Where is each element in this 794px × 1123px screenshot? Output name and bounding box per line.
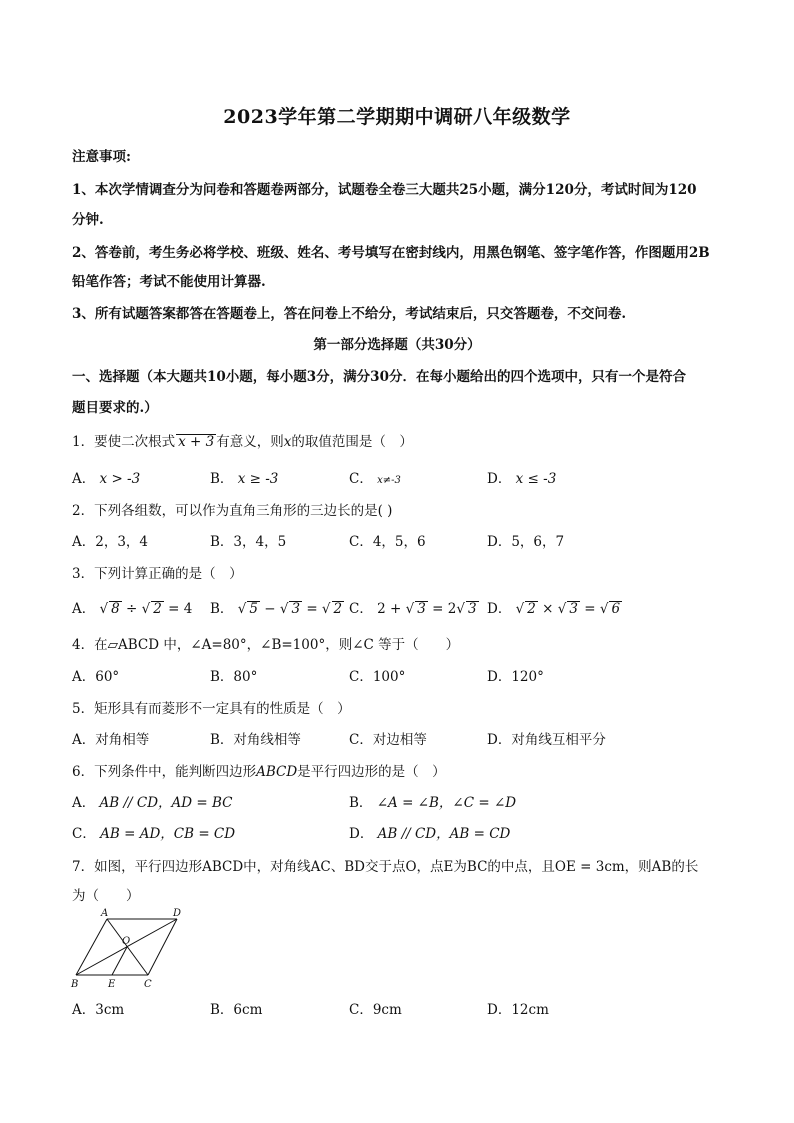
q1-option-c[interactable]	[349, 467, 401, 487]
question-5-stem: 5．矩形具有而菱形不一定具有的性质是（ ）	[72, 701, 351, 717]
notice-item-1-line-2: 分钟.	[72, 212, 104, 228]
notice-item-3: 3、所有试题答案都答在答题卷上，答在问卷上不给分，考试结束后，只交答题卷，不交问卷.	[72, 306, 627, 322]
label-e: E	[108, 979, 116, 990]
q6-d-label: D．	[349, 826, 374, 842]
q1-c-label: C．	[349, 471, 373, 487]
label-d: D	[173, 908, 182, 919]
question-6-stem	[72, 760, 446, 780]
q3-c-pre: 2 +	[377, 601, 402, 617]
q3-a-label: A．	[72, 601, 96, 617]
q5-option-a[interactable]: A．对角相等	[72, 732, 150, 748]
q4-option-d[interactable]: D．120°	[487, 669, 544, 685]
label-o: O	[122, 936, 131, 947]
q7-option-b[interactable]: B．6cm	[210, 1002, 263, 1018]
q5-option-d[interactable]: D．对角线互相平分	[487, 732, 606, 748]
instructions-line-2: 题目要求的.）	[72, 400, 158, 416]
q3-option-a[interactable]: A． √ 8 ÷ √ 2 = 4	[72, 601, 193, 617]
q1-radical	[176, 434, 216, 449]
instructions-line-1: 一、选择题（本大题共10小题，每小题3分，满分30分．在每小题给出的四个选项中，只有一个是符合	[72, 369, 686, 385]
q1-a-value: x > -3	[99, 471, 141, 487]
notice-item-2-line-1: 2、答卷前，考生务必将学校、班级、姓名、考号填写在密封线内，用黑色钢笔、签字笔作答，作图题用2B	[72, 245, 710, 261]
q3-c-radicand-1: 3	[417, 601, 426, 617]
q3-b-op: −	[264, 601, 276, 617]
question-7-stem-line-1: 7．如图，平行四边形ABCD中，对角线AC、BD交于点O，点E为BC的中点，且OE = 3cm，则AB的长	[72, 859, 699, 875]
q5-option-b[interactable]: B．对角线相等	[210, 732, 301, 748]
q3-d-eq: =	[584, 601, 596, 617]
q3-option-d[interactable]: D． √ 2 × √ 3 = √ 6	[487, 601, 621, 617]
q1-d-value: x ≤ -3	[515, 471, 557, 487]
notice-item-2-line-2: 铅笔作答；考试不能使用计算器.	[72, 274, 266, 290]
q2-option-a[interactable]: A．2，3，4	[72, 534, 149, 550]
q1-option-a[interactable]	[72, 467, 140, 487]
q1-var: x	[283, 434, 292, 450]
q3-a-radicand-1: 8	[111, 601, 120, 617]
q3-d-radicand-1: 2	[527, 601, 536, 617]
label-a: A	[101, 908, 109, 919]
q7-option-d[interactable]: D．12cm	[487, 1002, 549, 1018]
q3-option-c[interactable]: C． 2 + √ 3 = 2√ 3	[349, 601, 477, 617]
q6-option-d[interactable]	[349, 822, 510, 842]
label-c: C	[144, 979, 152, 990]
q3-b-radicand-2: 3	[291, 601, 301, 617]
question-4-stem: 4．在▱ABCD 中，∠A=80°，∠B=100°，则∠C 等于（ ）	[72, 637, 460, 653]
q1-c-value: x≠-3	[377, 475, 401, 486]
q6-option-a[interactable]	[72, 791, 233, 811]
q1-a-label: A．	[72, 471, 96, 487]
q6-a-label: A．	[72, 795, 96, 811]
q1-option-b[interactable]	[210, 467, 278, 487]
q1-b-label: B．	[210, 471, 234, 487]
q1-radicand: x + 3	[178, 434, 215, 450]
notice-item-1-line-1: 1、本次学情调查分为问卷和答题卷两部分，试题卷全卷三大题共25小题，满分120分，考试时间为120	[72, 182, 697, 198]
q6-b-label: B．	[349, 795, 373, 811]
q3-option-b[interactable]: B． √ 5 − √ 3 = √ 2	[210, 601, 343, 617]
q3-b-radicand-1: 5	[249, 601, 258, 617]
question-7-stem-line-2: 为（ ）	[72, 888, 140, 904]
q3-a-radicand-2: 2	[153, 601, 162, 617]
q2-option-d[interactable]: D．5，6，7	[487, 534, 565, 550]
q4-option-a[interactable]: A．60°	[72, 669, 120, 685]
q3-a-result: = 4	[168, 601, 193, 617]
q6-stem-post: 是平行四边形的是（ ）	[297, 764, 446, 780]
q2-option-b[interactable]: B．3，4，5	[210, 534, 287, 550]
q1-d-label: D．	[487, 471, 512, 487]
q6-b-value: ∠A = ∠B，∠C = ∠D	[376, 795, 517, 811]
q6-option-c[interactable]	[72, 822, 235, 842]
question-1-stem	[72, 430, 413, 450]
label-b: B	[71, 979, 79, 990]
q6-c-label: C．	[72, 826, 96, 842]
q6-stem-var: ABCD	[256, 764, 298, 780]
q7-option-a[interactable]: A．3cm	[72, 1002, 125, 1018]
q1-b-value: x ≥ -3	[237, 471, 279, 487]
q6-stem-pre: 6．下列条件中，能判断四边形	[72, 764, 257, 780]
q3-d-radicand-2: 3	[569, 601, 578, 617]
page-title: 2023学年第二学期期中调研八年级数学	[223, 106, 571, 128]
q7-option-c[interactable]: C．9cm	[349, 1002, 402, 1018]
q5-option-c[interactable]: C．对边相等	[349, 732, 427, 748]
q4-option-c[interactable]: C．100°	[349, 669, 406, 685]
q1-stem-post: 的取值范围是（ ）	[291, 434, 413, 450]
q3-c-radicand-2: 3	[467, 601, 477, 617]
q3-d-radicand-3: 6	[611, 601, 621, 617]
q3-a-op: ÷	[126, 601, 138, 617]
q3-c-label: C．	[349, 601, 373, 617]
q3-d-label: D．	[487, 601, 512, 617]
q3-c-eq: = 2	[432, 601, 457, 617]
q4-option-b[interactable]: B．80°	[210, 669, 258, 685]
question-3-stem: 3．下列计算正确的是（ ）	[72, 566, 243, 582]
q6-d-value: AB // CD，AB = CD	[377, 826, 511, 842]
q6-a-value: AB // CD，AD = BC	[99, 795, 233, 811]
section-heading: 第一部分选择题（共30分）	[313, 337, 481, 353]
notice-heading: 注意事项:	[72, 149, 131, 165]
q1-stem-mid: 有意义，则	[216, 434, 284, 450]
parallelogram-figure	[66, 905, 196, 993]
q3-b-eq: =	[306, 601, 318, 617]
q6-c-value: AB = AD，CB = CD	[100, 826, 236, 842]
question-2-stem: 2．下列各组数，可以作为直角三角形的三边长的是( )	[72, 503, 393, 519]
q3-d-op: ×	[542, 601, 554, 617]
q1-stem-pre: 1．要使二次根式	[72, 434, 176, 450]
q1-option-d[interactable]	[487, 467, 556, 487]
q6-option-b[interactable]	[349, 791, 516, 811]
q3-b-radicand-3: 2	[333, 601, 343, 617]
q3-b-label: B．	[210, 601, 234, 617]
q2-option-c[interactable]: C．4，5，6	[349, 534, 426, 550]
